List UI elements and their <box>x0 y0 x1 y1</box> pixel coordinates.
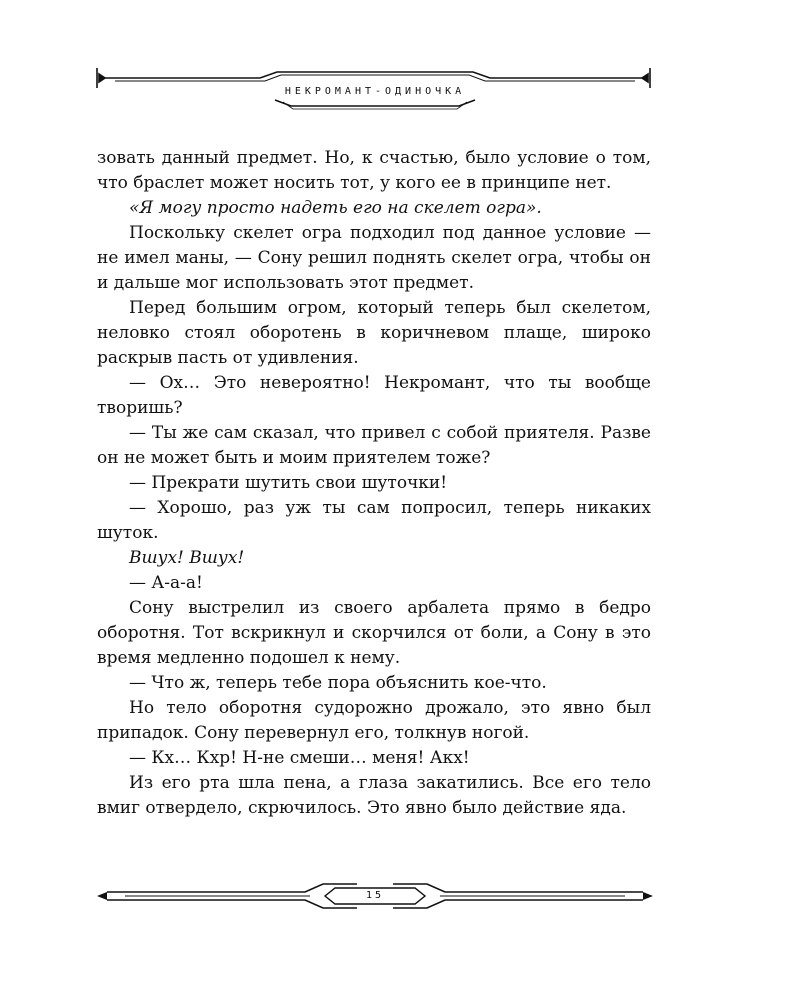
body-text <box>97 146 651 821</box>
paragraph: Вшух! Вшух! <box>129 548 245 568</box>
paragraph: Сону выстрелил из своего арбалета прямо в бедро оборотня. Тот вскрикнул и скорчился от боли, а Сону в это время медленно подошел к нему. <box>97 598 651 668</box>
paragraph: Из его рта шла пена, а глаза закатились. Все его тело вмиг отвердело, скрючилось. Это явно было действие яда. <box>97 773 651 818</box>
paragraph: «Я могу просто надеть его на скелет огра». <box>129 198 542 218</box>
paragraph: — Ох… Это невероятно! Некромант, что ты вообще творишь? <box>97 373 651 418</box>
page-number: 15 <box>365 890 385 901</box>
paragraph: — Кх… Кхр! Н-не смеши… меня! Акх! <box>129 748 470 768</box>
paragraph: — Прекрати шутить свои шуточки! <box>129 473 448 493</box>
paragraph: Перед большим огром, который теперь был скелетом, неловко стоял оборотень в коричневом плаще, широко раскрыв пасть от удивления. <box>97 298 651 368</box>
running-title: НЕКРОМАНТ-ОДИНОЧКА <box>284 86 466 97</box>
paragraph: — Ты же сам сказал, что привел с собой приятеля. Разве он не может быть и моим приятелем тоже? <box>97 423 651 468</box>
paragraph: — А-а-а! <box>129 573 203 593</box>
paragraph: Поскольку скелет огра подходил под данное условие — не имел маны, — Сону решил поднять скелет огра, чтобы он и дальше мог использовать этот предмет. <box>97 223 651 293</box>
paragraph: — Что ж, теперь тебе пора объяснить кое-что. <box>129 673 547 693</box>
paragraph: — Хорошо, раз уж ты сам попросил, теперь никаких шуток. <box>97 498 651 543</box>
paragraph: Но тело оборотня судорожно дрожало, это явно был припадок. Сону перевернул его, толкнув ногой. <box>97 698 651 743</box>
paragraph: зовать данный предмет. Но, к счастью, было условие о том, что браслет может носить тот, у кого ее в принципе нет. <box>97 148 651 193</box>
